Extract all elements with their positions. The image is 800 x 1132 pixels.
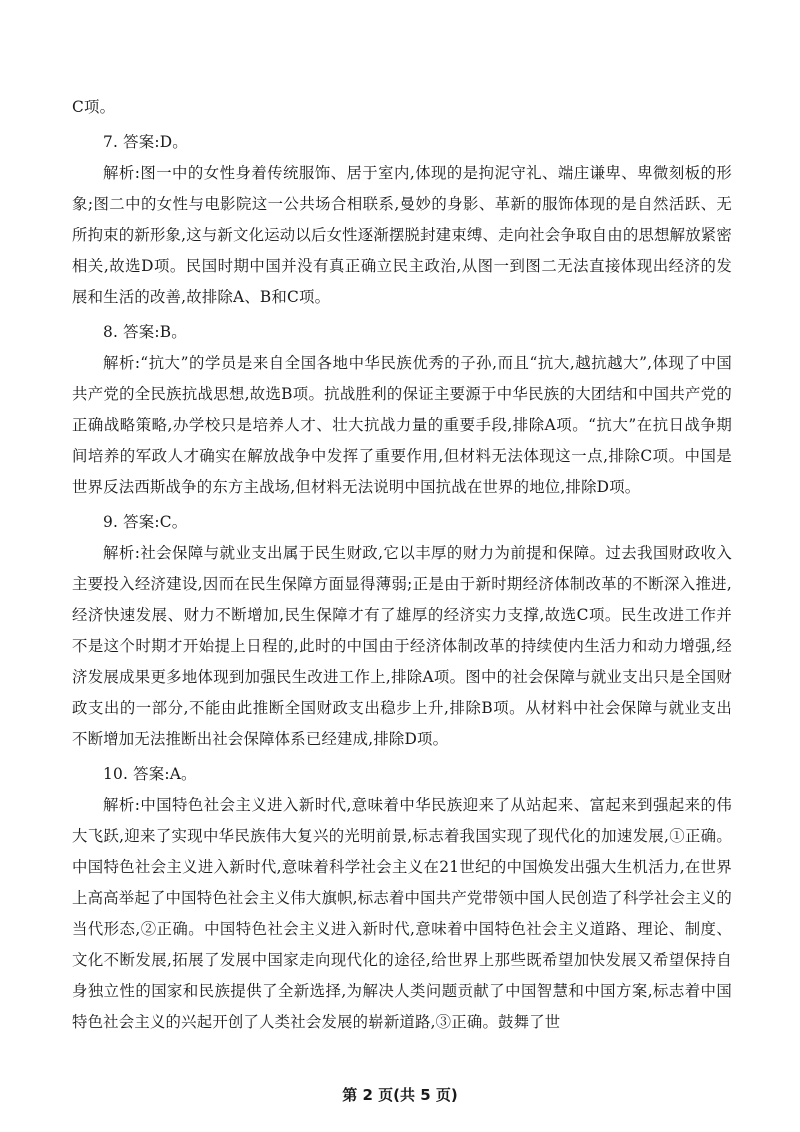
continuation-text: C项。 xyxy=(72,98,116,116)
question-9-block xyxy=(72,507,732,755)
question-8-answer: 8. 答案:B。 xyxy=(103,323,187,341)
question-8-block xyxy=(72,317,732,503)
answer-content xyxy=(72,92,732,1038)
page-number-footer: 第 2 页(共 5 页) xyxy=(342,1086,458,1104)
question-7-answer: 7. 答案:D。 xyxy=(103,133,188,151)
question-8-analysis: 解析:“抗大”的学员是来自全国各地中华民族优秀的子孙,而且“抗大,越抗越大”,体现了中国共产党的全民族抗战思想,故选B项。抗战胜利的保证主要源于中华民族的大团结和中国共产党的正确战略策略,办学校只是培养人才、壮大抗战力量的重要手段,排除A项。“抗大”在抗日战争期间培养的军政人才确实在解放战争中发挥了重要作用,但材料无法体现这一点,排除C项。中国是世界反法西斯战争的东方主战场,但材料无法说明中国抗战在世界的地位,排除D项。 xyxy=(72,354,732,496)
question-10-block xyxy=(72,759,732,1038)
question-7-analysis: 解析:图一中的女性身着传统服饰、居于室内,体现的是拘泥守礼、端庄谦卑、卑微刻板的形象;图二中的女性与电影院这一公共场合相联系,曼妙的身影、革新的服饰体现的是自然活跃、无所拘束的新形象,这与新文化运动以后女性逐渐摆脱封建束缚、走向社会争取自由的思想解放紧密相关,故选D项。民国时期中国并没有真正确立民主政治,从图一到图二无法直接体现出经济的发展和生活的改善,故排除A、B和C项。 xyxy=(72,164,732,306)
question-10-analysis: 解析:中国特色社会主义进入新时代,意味着中华民族迎来了从站起来、富起来到强起来的伟大飞跃,迎来了实现中华民族伟大复兴的光明前景,标志着我国实现了现代化的加速发展,①正确。中国特色社会主义进入新时代,意味着科学社会主义在21世纪的中国焕发出强大生机活力,在世界上高高举起了中国特色社会主义伟大旗帜,标志着中国共产党带领中国人民创造了科学社会主义的当代形态,②正确。中国特色社会主义进入新时代,意味着中国特色社会主义道路、理论、制度、文化不断发展,拓展了发展中国家走向现代化的途径,给世界上那些既希望加快发展又希望保持自身独立性的国家和民族提供了全新选择,为解决人类问题贡献了中国智慧和中国方案,标志着中国特色社会主义的兴起开创了人类社会发展的崭新道路,③正确。鼓舞了世 xyxy=(72,796,732,1031)
question-10-answer: 10. 答案:A。 xyxy=(103,765,197,783)
question-7-block xyxy=(72,127,732,313)
question-9-answer: 9. 答案:C。 xyxy=(103,513,188,531)
question-9-analysis: 解析:社会保障与就业支出属于民生财政,它以丰厚的财力为前提和保障。过去我国财政收入主要投入经济建设,因而在民生保障方面显得薄弱;正是由于新时期经济体制改革的不断深入推进,经济快速发展、财力不断增加,民生保障才有了雄厚的经济实力支撑,故选C项。民生改进工作并不是这个时期才开始提上日程的,此时的中国由于经济体制改革的持续使内生活力和动力增强,经济发展成果更多地体现到加强民生改进工作上,排除A项。图中的社会保障与就业支出只是全国财政支出的一部分,不能由此推断全国财政支出稳步上升,排除B项。从材料中社会保障与就业支出不断增加无法推断出社会保障体系已经建成,排除D项。 xyxy=(72,544,732,748)
